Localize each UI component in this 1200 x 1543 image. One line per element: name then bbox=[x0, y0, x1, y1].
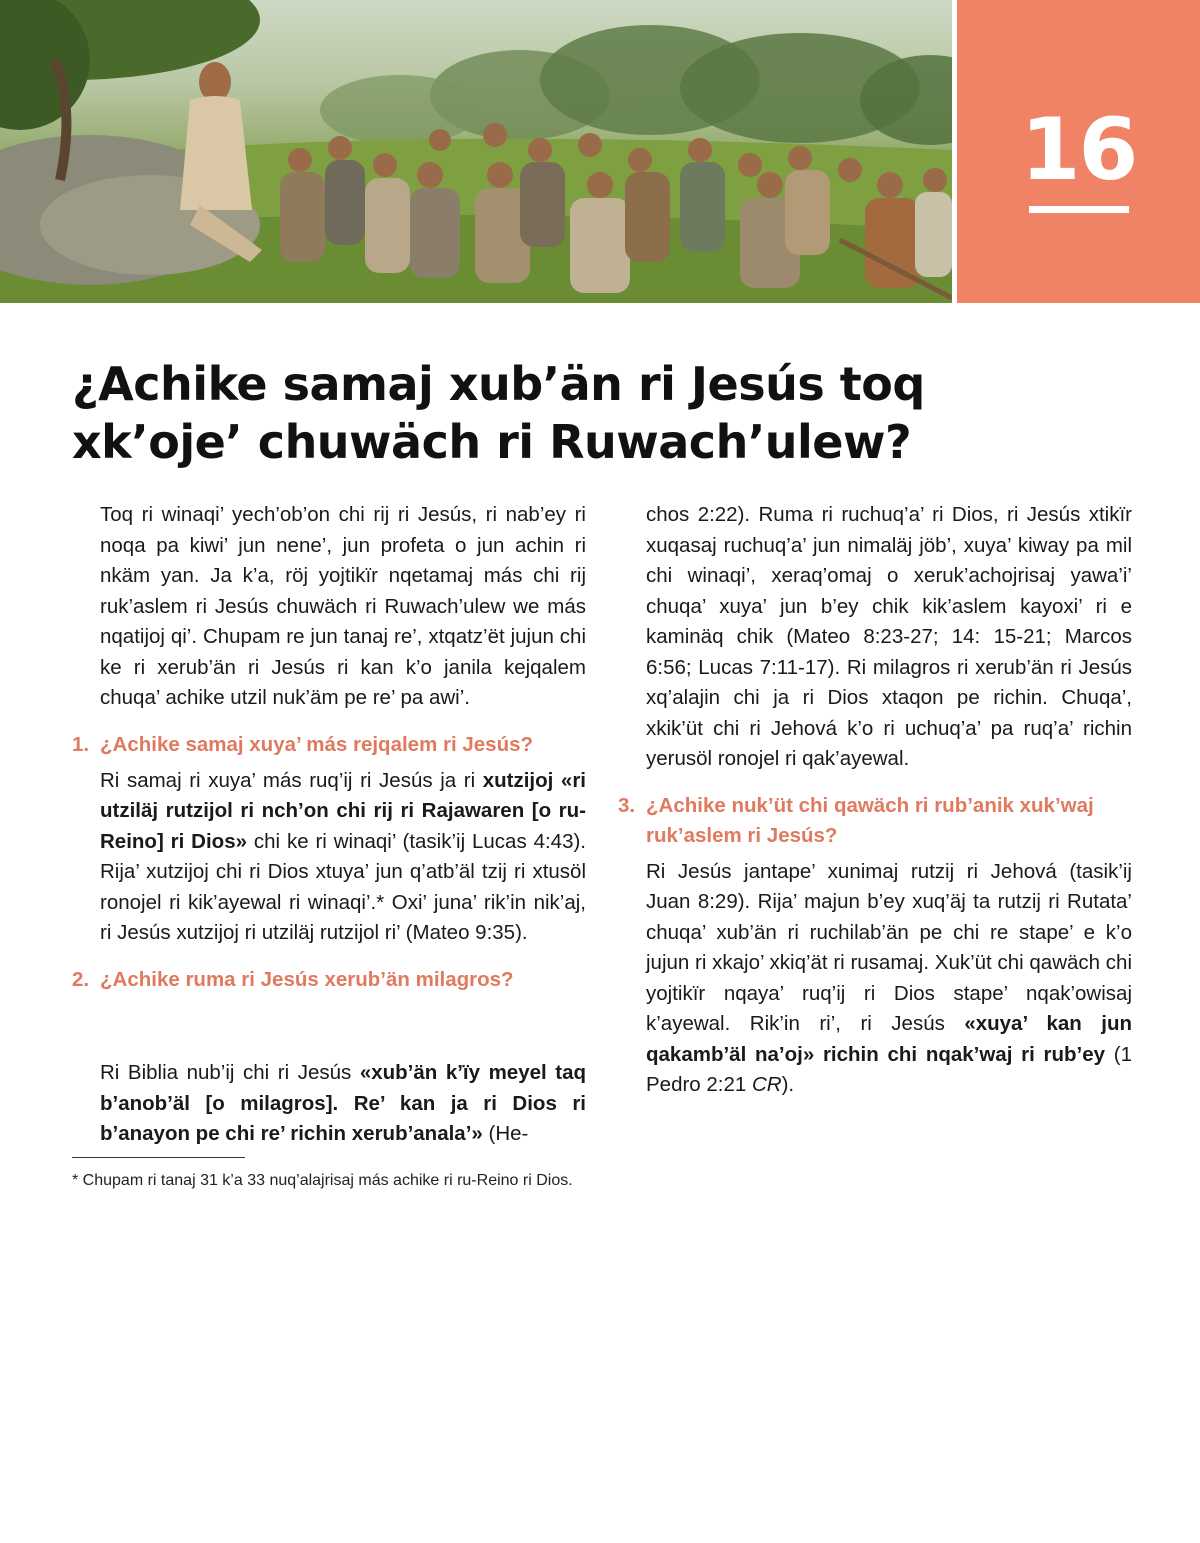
answer-2-part-a: Ri Biblia nub’ij chi ri Jesús bbox=[100, 1061, 360, 1084]
answer-1-paragraph bbox=[100, 766, 586, 949]
answer-3-part-e: ). bbox=[781, 1073, 795, 1096]
page-title-line-2: xk’oje’ chuwäch ri Ruwach’ulew? bbox=[72, 415, 912, 469]
page-title-line-1: ¿Achike samaj xub’än ri Jesús toq bbox=[72, 357, 925, 411]
answer-2-bold: «xub’än k’ïy meyel taq b’anob’äl [o milagros]. Re’ kan ja ri Dios ri b’anayon pe chi re’ richin xerub’anala’» bbox=[100, 1061, 586, 1145]
question-3-number: 3. bbox=[618, 793, 636, 817]
answer-1-part-c: chi ke ri winaqi’ (tasik’ij Lucas 4:43). Rija’ xutzijoj chi ri Dios xtuya’ jun q’atb’äl tzij ri xtusöl ronojel ri kik’ayewal ri winaqi’.* Oxi’ juna’ rik’in nik’aj, ri Jesús xutzijoj ri utziläj rutzijol ri’ (Mateo 9:35). bbox=[100, 829, 586, 944]
chapter-rule bbox=[1029, 206, 1129, 213]
question-2-text: ¿Achike ruma ri Jesús xerub’än milagros? bbox=[100, 967, 514, 991]
answer-3-part-c: (1 Pedro 2:21 bbox=[646, 1042, 1132, 1096]
question-2-number: 2. bbox=[72, 967, 90, 991]
answer-3-italic: CR bbox=[752, 1073, 782, 1096]
chapter-number: 16 bbox=[1020, 100, 1137, 200]
left-column bbox=[72, 500, 586, 1001]
answer-2-start bbox=[72, 1058, 586, 1148]
question-1-text: ¿Achike samaj xuya’ más rejqalem ri Jesús? bbox=[100, 732, 534, 756]
answer-2-continued: chos 2:22). Ruma ri ruchuq’a’ ri Dios, ri Jesús xtikïr xuqasaj ruchuq’a’ jun nimaläj jöb’, xuya’ kiway pa mil chi winaqi’, xeraq’omaj o xeruk’achojrisaj yawa’i’ chuqa’ xuya’ jun b’ey chik kik’aslem kayoxi’ ri e kaminäq chik (Mateo 8:23-27; 14: 15-21; Marcos 6:56; Lucas 7:11-17). Ri milagros ri xerub’än ri Jesús xq’alajin chi ja ri Dios xtaqon pe richin. Chuqa’, xkik’üt chi ri Jehová k’o ri uchuq’a’ pa ruq’a’ richin yerusöl ronojel ri qak’ayewal. bbox=[646, 503, 1132, 770]
header-illustration bbox=[0, 0, 952, 303]
answer-3-bold: «xuya’ kan jun qakamb’äl na’oj» richin chi nqak’waj ri rub’ey bbox=[646, 1012, 1132, 1066]
answer-2-paragraph-left bbox=[100, 1058, 586, 1148]
question-1-number: 1. bbox=[72, 732, 90, 756]
footnote: * Chupam ri tanaj 31 k’a 33 nuq’alajrisaj más achike ri ru-Reino ri Dios. bbox=[72, 1172, 573, 1189]
question-2 bbox=[72, 965, 586, 995]
page-title bbox=[72, 355, 1132, 471]
right-column bbox=[618, 500, 1132, 1101]
question-1 bbox=[72, 730, 586, 760]
answer-3-paragraph bbox=[646, 857, 1132, 1101]
footnote-rule bbox=[72, 1157, 245, 1158]
question-3 bbox=[618, 791, 1132, 851]
chapter-number-box bbox=[957, 0, 1200, 303]
answer-1-bold: xutzijoj «ri utziläj rutzijol ri nch’on chi rij ri Rajawaren [o ru-Reino] ri Dios» bbox=[100, 768, 586, 853]
crowd-scene-image bbox=[0, 0, 952, 303]
answer-2-part-c-left: (He- bbox=[482, 1122, 529, 1145]
answer-3-part-a: Ri Jesús jantape’ xunimaj rutzij ri Jehová (tasik’ij Juan 8:29). Rija’ majun b’ey xuq’äj ta rutzij ri Rutata’ chuqa’ xub’än ri ruchilab’än pe chi re stape’ e k’o jujun ri xkajo’ xkiq’ät ri rusamaj. Xuk’üt chi qawäch chi yojtikïr nqaya’ ruq’ij ri Dios stape’ nqak’owisaj k’ayewal. Rik’in ri’, ri Jesús bbox=[646, 859, 1132, 1035]
answer-1-part-a: Ri samaj ri xuya’ más ruq’ij ri Jesús ja ri bbox=[100, 768, 483, 792]
intro-paragraph: Toq ri winaqi’ yech’ob’on chi rij ri Jesús, ri nab’ey ri noqa pa kiwi’ jun nene’, jun profeta o jun achin ri nkäm yan. Ja k’a, röj yojtikïr nqetamaj más chi rij ruk’aslem ri Jesús chuwäch ri Ruwach’ulew we más nqatijoj qi’. Chupam re jun tanaj re’, xtqatz’ët jujun chi ke ri xerub’än ri Jesús ri kan k’o janila kejqalem chuqa’ achike utzil nuk’äm pe re’ pa awi’. bbox=[100, 503, 586, 709]
question-3-text: ¿Achike nuk’üt chi qawäch ri rub’anik xuk’waj ruk’aslem ri Jesús? bbox=[646, 793, 1094, 847]
